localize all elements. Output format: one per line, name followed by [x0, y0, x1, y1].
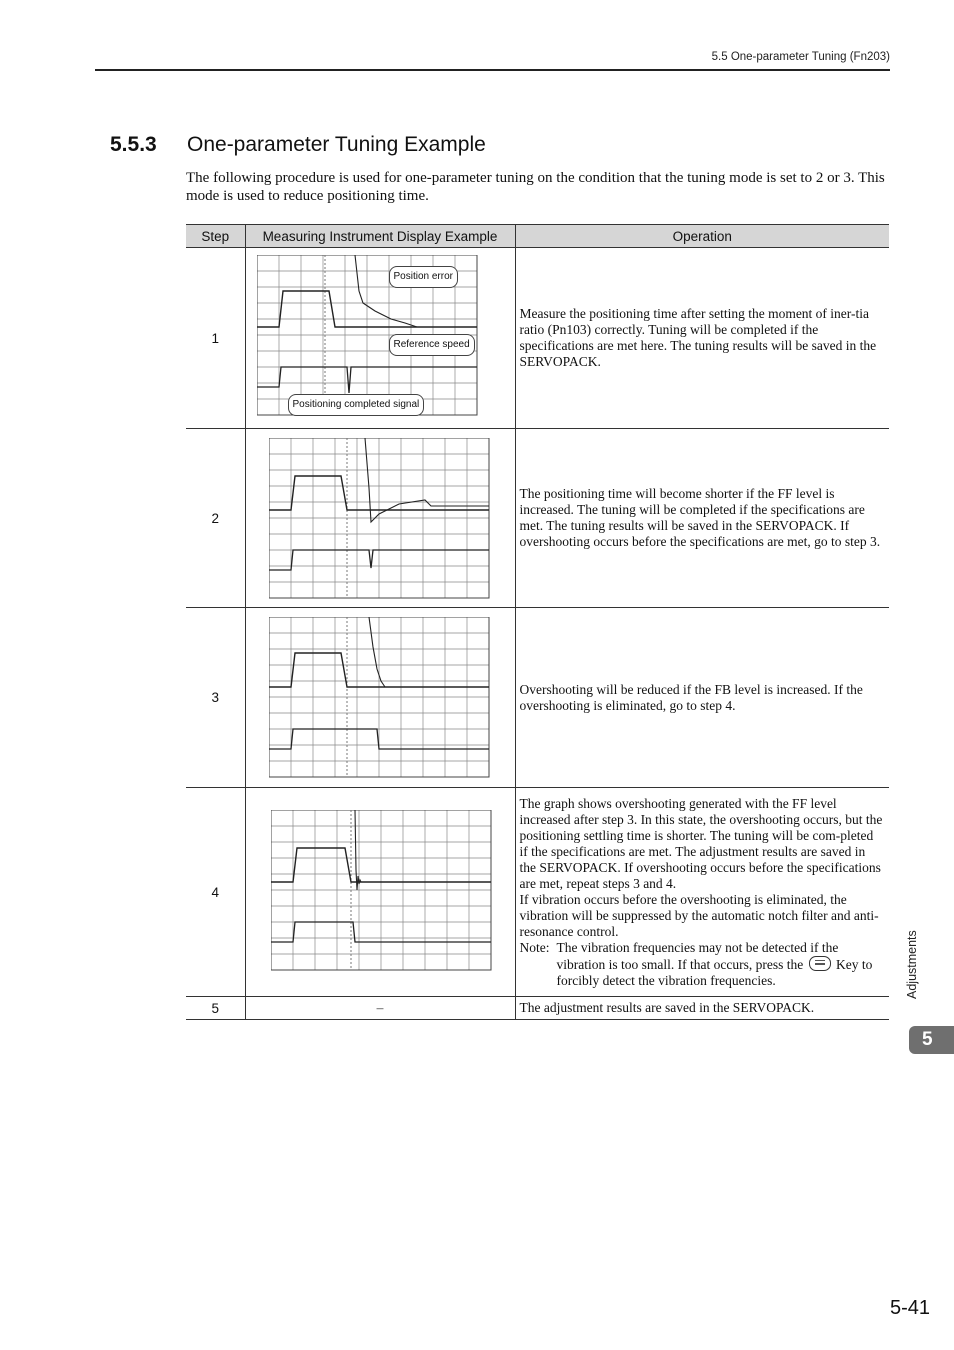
- table-row: [186, 997, 889, 1020]
- section-heading: [110, 133, 486, 157]
- table-row: [186, 429, 889, 608]
- header-display: Measuring Instrument Display Example: [245, 225, 515, 248]
- scope-display-cell: [245, 248, 515, 429]
- header-step: Step: [186, 225, 245, 248]
- operation-text: The adjustment results are saved in the SERVOPACK.: [515, 997, 889, 1020]
- operation-text: The positioning time will become shorter if the FF level is increased. The tuning will be completed if the specifications are met. The tuning results will be saved in the SERVOPACK. If overshooting occurs before the specifications are met, go to step 3.: [515, 429, 889, 608]
- jog-svon-key-icon: [809, 956, 831, 971]
- step-number: 2: [186, 429, 245, 608]
- callout-position-error: Position error: [389, 266, 458, 288]
- note: [520, 940, 884, 989]
- running-header: 5.5 One-parameter Tuning (Fn203): [711, 51, 890, 63]
- table-header-row: [186, 225, 889, 248]
- note-text-end: Key to forcibly detect the vibration frequencies.: [556, 956, 873, 988]
- side-tab-label: Adjustments: [905, 930, 919, 999]
- intro-paragraph: The following procedure is used for one-parameter tuning on the condition that the tuning mode is set to 2 or 3. This mode is used to reduce positioning time.: [186, 170, 885, 204]
- scope-display-cell: [245, 608, 515, 788]
- note-text: The vibration frequencies may not be detected if the vibration is too small. If that occurs, press the: [556, 939, 839, 972]
- oscilloscope-trace-step4: [271, 810, 495, 972]
- callout-reference-speed: Reference speed: [389, 334, 475, 356]
- callout-positioning-completed: Positioning completed signal: [288, 394, 425, 416]
- step-number: 3: [186, 608, 245, 788]
- step-number: 5: [186, 997, 245, 1020]
- section-number: 5.5.3: [110, 133, 157, 156]
- operation-text: Overshooting will be reduced if the FB level is increased. If the overshooting is eliminated, go to step 4.: [515, 608, 889, 788]
- display-placeholder: –: [245, 997, 515, 1020]
- page-number: 5-41: [889, 1297, 930, 1319]
- table-row: [186, 608, 889, 788]
- header-operation: Operation: [515, 225, 889, 248]
- operation-text: Measure the positioning time after setting the moment of iner-tia ratio (Pn103) correctly. Tuning will be completed if the specifications are met here. The tuning results will be saved in the SERVOPACK.: [515, 248, 889, 429]
- step-number: 4: [186, 788, 245, 997]
- operation-text-vibration: If vibration occurs before the overshooting is eliminated, the vibration will be suppressed by the automatic notch filter and anti-resonance control.: [519, 891, 879, 939]
- scope-display-cell: [245, 429, 515, 608]
- oscilloscope-trace-step2: [269, 438, 493, 600]
- step-number: 1: [186, 248, 245, 429]
- table-row: [186, 788, 889, 997]
- chapter-tab: 5: [909, 1026, 954, 1054]
- operation-text-block: [515, 788, 889, 997]
- note-label: Note:: [519, 939, 550, 955]
- table-row: [186, 248, 889, 429]
- section-title: One-parameter Tuning Example: [187, 133, 486, 156]
- scope-display-cell: [245, 788, 515, 997]
- tuning-steps-table: [186, 224, 889, 1020]
- operation-text: The graph shows overshooting generated with the FF level increased after step 3. In this state, the overshooting occurs, but the positioning settling time is shorter. The tuning will be com-pleted if the specifications are met. The adjustment results are saved in the SERVOPACK. If overshooting occurs before the specifications are met, repeat steps 3 and 4.: [519, 795, 883, 891]
- oscilloscope-trace-step3: [269, 617, 493, 779]
- header-rule: [95, 69, 890, 71]
